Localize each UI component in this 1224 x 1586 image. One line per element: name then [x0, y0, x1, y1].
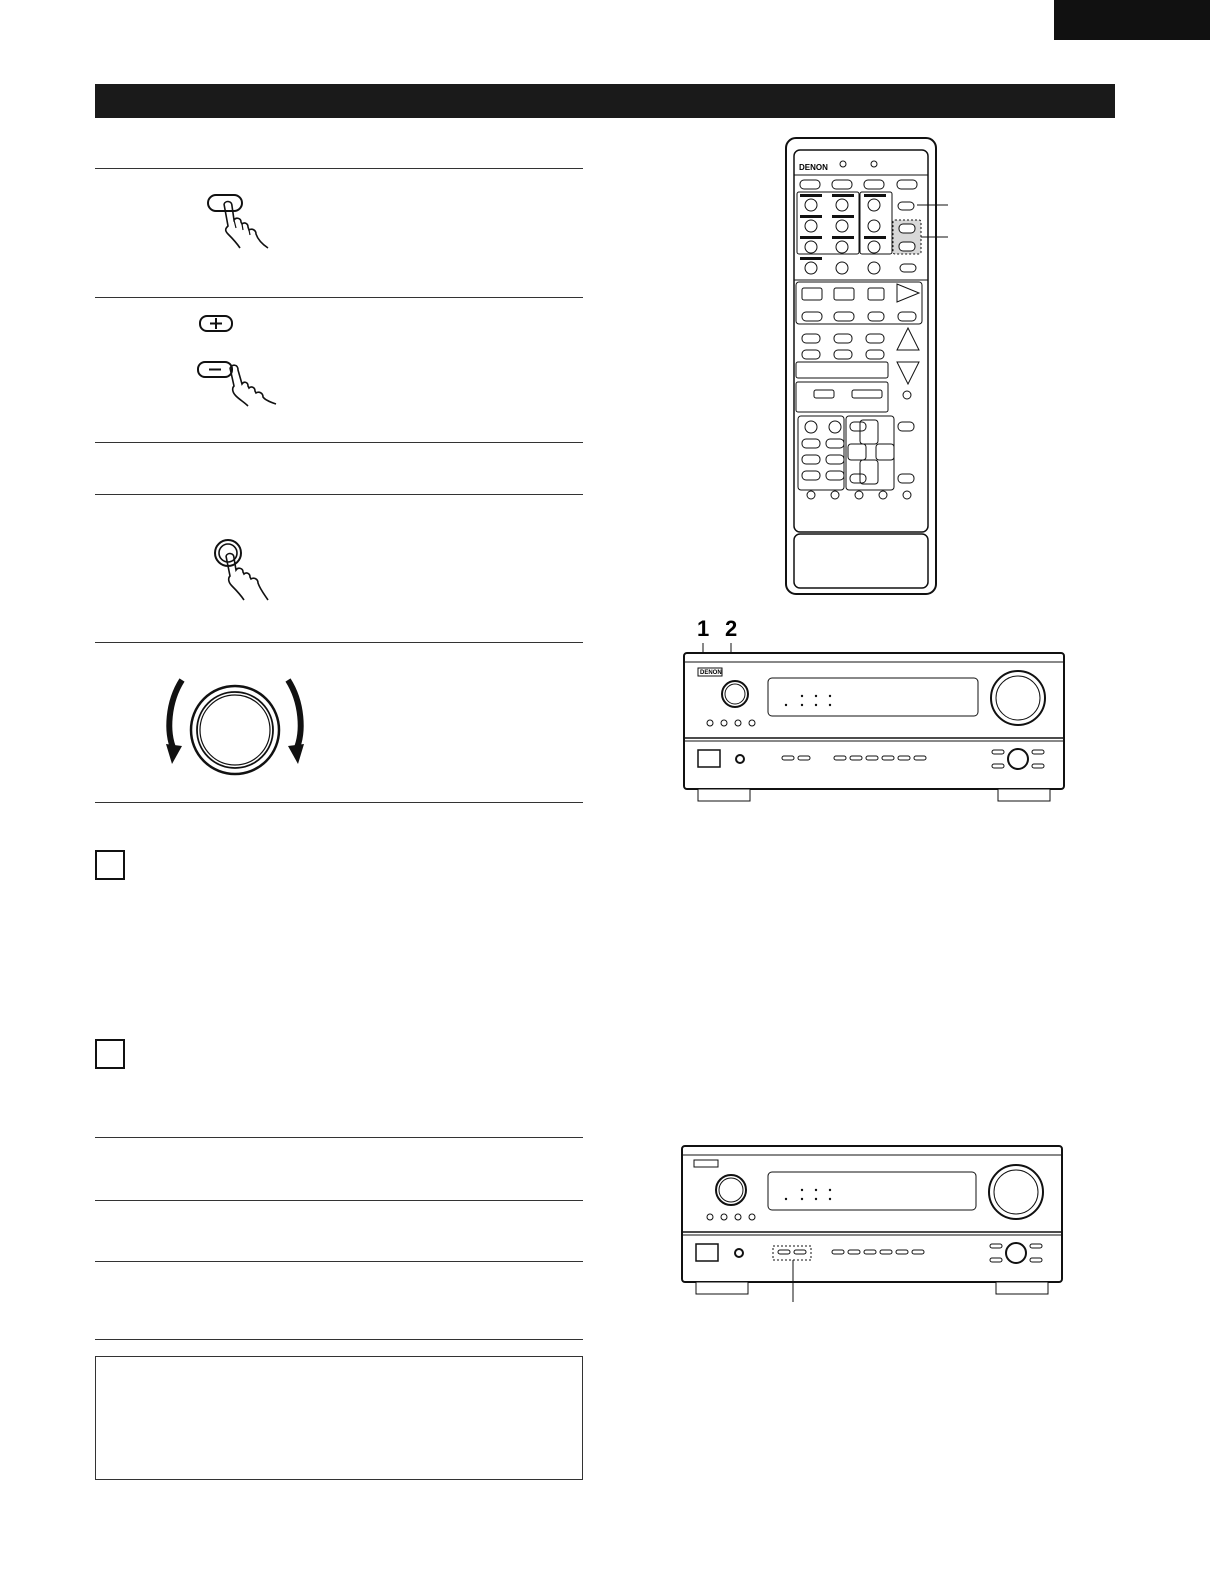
callout-2: 2 — [725, 616, 738, 641]
table-rule — [95, 1137, 583, 1138]
step-box-2 — [95, 1039, 125, 1069]
table-rule — [95, 1200, 583, 1201]
hand-press-icon — [200, 190, 280, 252]
callout-1: 1 — [697, 616, 710, 641]
table-rule — [95, 494, 583, 495]
round-button-press-icon — [208, 536, 278, 604]
rotary-knob-icon — [160, 666, 310, 796]
page-tab — [1054, 0, 1210, 40]
table-rule — [95, 168, 583, 169]
panel-brand: DENON — [700, 670, 722, 676]
receiver-front-panel-2-icon — [676, 1140, 1068, 1306]
plus-minus-buttons-icon — [190, 312, 290, 407]
table-rule — [95, 802, 583, 803]
remote-brand: DENON — [799, 163, 828, 172]
step-box-1 — [95, 850, 125, 880]
table-rule — [95, 642, 583, 643]
table-rule — [95, 1261, 583, 1262]
remote-control-icon — [780, 136, 980, 598]
table-rule — [95, 1339, 583, 1340]
table-rule — [95, 297, 583, 298]
note-box — [95, 1356, 583, 1480]
receiver-front-panel-icon — [680, 640, 1070, 808]
table-rule — [95, 442, 583, 443]
section-header-bar — [95, 84, 1115, 118]
